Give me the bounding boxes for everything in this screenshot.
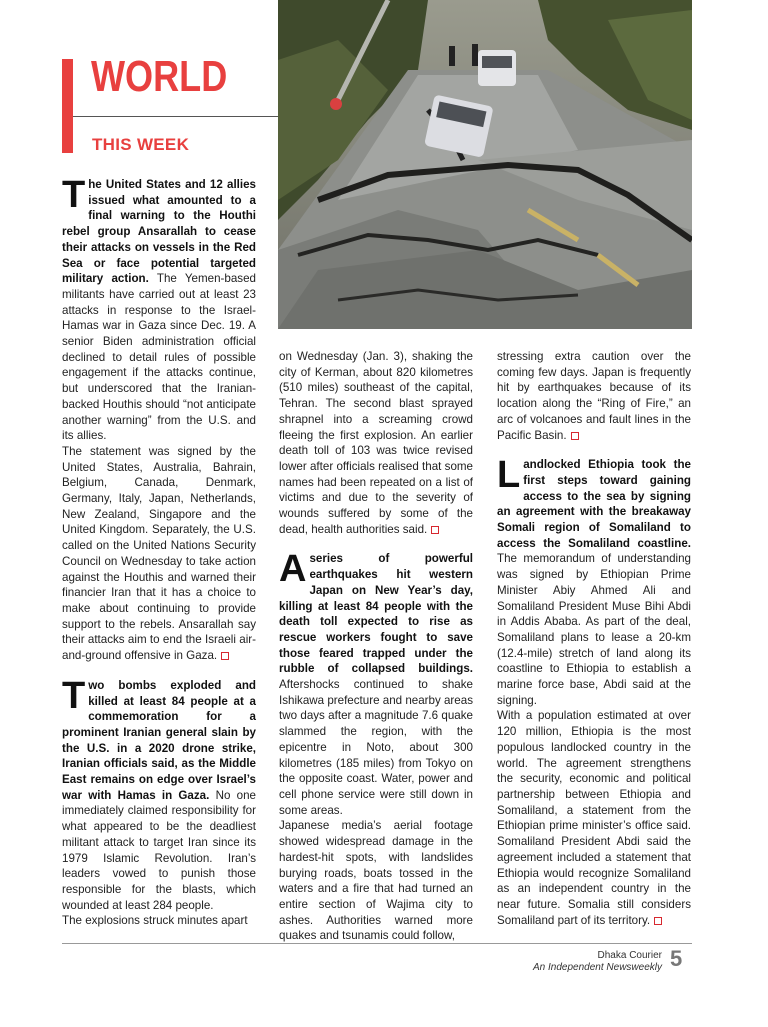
article-paragraph (62, 444, 256, 664)
dropcap: T (62, 174, 86, 216)
article-paragraph: No one immediately claimed responsibility for what appeared to be the deadliest militant attack to target Iran since its 1979 Islamic Revolution. Iran’s leaders vowed to punish those responsible for the blasts, which wounded at least 284 people. (62, 788, 256, 912)
article-lead: wo bombs exploded and killed at least 84 people at a commemoration for a prominent Iranian general slain by the U.S. in a 2020 drone strike, Iranian officials said, as the Middle East remains on edge over Israel’s war with Hamas in Gaza. (62, 678, 256, 802)
article-paragraph (497, 708, 691, 928)
article-paragraph (279, 349, 473, 537)
paragraph-text: The statement was signed by the United States, Australia, Bahrain, Belgium, Canada, Denmark, Germany, Italy, Japan, Netherlands, New Zealand, Singapore and the United Kingdom. Separately, the U.S. called on the United Nations Security Council on Wednesday to take action against the Houthis and warned their financier Iran that it has a choice to make about continuing to provide support to the rebels. Ansarallah say their attacks aim to end the Israeli air-and-ground offensive in Gaza. (62, 444, 256, 663)
paragraph-text: on Wednesday (Jan. 3), shaking the city of Kerman, about 820 kilometres (510 miles) southeast of the capital, Tehran. The second blast sprayed shrapnel into a screaming crowd fleeing the first explosion. An earlier death toll of 103 was twice revised lower after officials realised that some names had been repeated on a list of victims and due to the severity of wounds suffered by some of the dead, health authorities said. (279, 350, 473, 536)
footer-divider (62, 943, 692, 944)
section-subtitle: THIS WEEK (92, 135, 190, 154)
dropcap: L (497, 454, 521, 497)
article-japan-quake (279, 548, 473, 818)
article-paragraph: Aftershocks continued to shake Ishikawa prefecture and nearby areas two days after a magnitude 7.6 quake slammed the region, with the epicentre in Noto, about 300 kilometres (185 miles) from Tokyo on the opposite coast. Water, power and cell phone service were still down in some areas. (279, 678, 473, 817)
section-accent-bar (62, 59, 73, 153)
article-lead: andlocked Ethiopia took the first steps toward gaining access to the sea by signing an agreement with the breakaway Somali region of Somaliland to access the Somaliland coastline. (497, 458, 691, 550)
article-lead: series of powerful earthquakes hit western Japan on New Year’s day, killing at least 84 people with the death toll expected to rise as rescue workers fought to save those feared trapped under the rubble of collapsed buildings. (279, 552, 473, 676)
earthquake-road-photo-icon (278, 0, 692, 329)
article-paragraph (497, 349, 691, 443)
dropcap: T (62, 674, 86, 717)
end-mark-icon (431, 526, 439, 534)
earthquake-photo (278, 0, 692, 329)
article-iran-bombs (62, 674, 256, 914)
header-divider (73, 116, 278, 117)
column-2 (279, 349, 473, 944)
end-mark-icon (654, 917, 662, 925)
page-number: 5 (670, 946, 683, 971)
article-lead: he United States and 12 allies issued what amounted to a final warning to the Houthi rebel group Ansarallah to cease their attacks on vessels in the Red Sea or face potential targeted military action. (62, 178, 256, 286)
article-paragraph: The Yemen-based militants have carried out at least 23 attacks in response to the Israel-Hamas war in Gaza since Dec. 19. A senior Biden administration official declined to detail rules of possible engagement if the attacks continue, but underscored that the Iranian-backed Houthis should “not anticipate another warning” from the U.S. and its allies. (62, 272, 256, 443)
article-paragraph: The memorandum of understanding was signed by Ethiopian Prime Minister Abiy Ahmed Ali and Somaliland President Muse Bihi Abdi in Addis Ababa. As part of the deal, Somaliland plans to lease a 20-km (12.4-mile) stretch of land along its coastline to Ethiopia to establish a marine force base, Abdi said at the signing. (497, 552, 691, 707)
paragraph-text: With a population estimated at over 120 million, Ethiopia is the most populous landlocked country in the world. The agreement strengthens the security, economic and political partnership between Ethiopia and Somaliland, a statement from the Ethiopian prime minister’s office said. Somaliland President Abdi said the agreement included a statement that Ethiopia would recognize Somaliland as an independent country in the near future. Somalia still considers Somaliland part of its territory. (497, 709, 691, 927)
footer-publication (533, 950, 662, 974)
column-1 (62, 174, 256, 929)
section-title: WORLD (91, 52, 228, 101)
article-paragraph: The explosions struck minutes apart (62, 914, 248, 928)
article-houthi (62, 174, 256, 444)
column-3 (497, 349, 691, 928)
end-mark-icon (221, 652, 229, 660)
article-paragraph: Japanese media’s aerial footage showed widespread damage in the hardest-hit spots, with landslides burying roads, boats tossed in the waters and a fire that had turned an entire section of Wajima city to ashes. Authorities warned more quakes and tsunamis could follow, (279, 819, 473, 943)
dropcap: A (279, 548, 307, 591)
article-ethiopia (497, 454, 691, 708)
paragraph-text: stressing extra caution over the coming few days. Japan is frequently hit by earthquakes because of its location along the “Ring of Fire,” an arc of volcanoes and fault lines in the Pacific Basin. (497, 350, 691, 442)
publication-tagline: An Independent Newsweekly (533, 962, 662, 973)
publication-name: Dhaka Courier (597, 950, 662, 961)
end-mark-icon (571, 432, 579, 440)
